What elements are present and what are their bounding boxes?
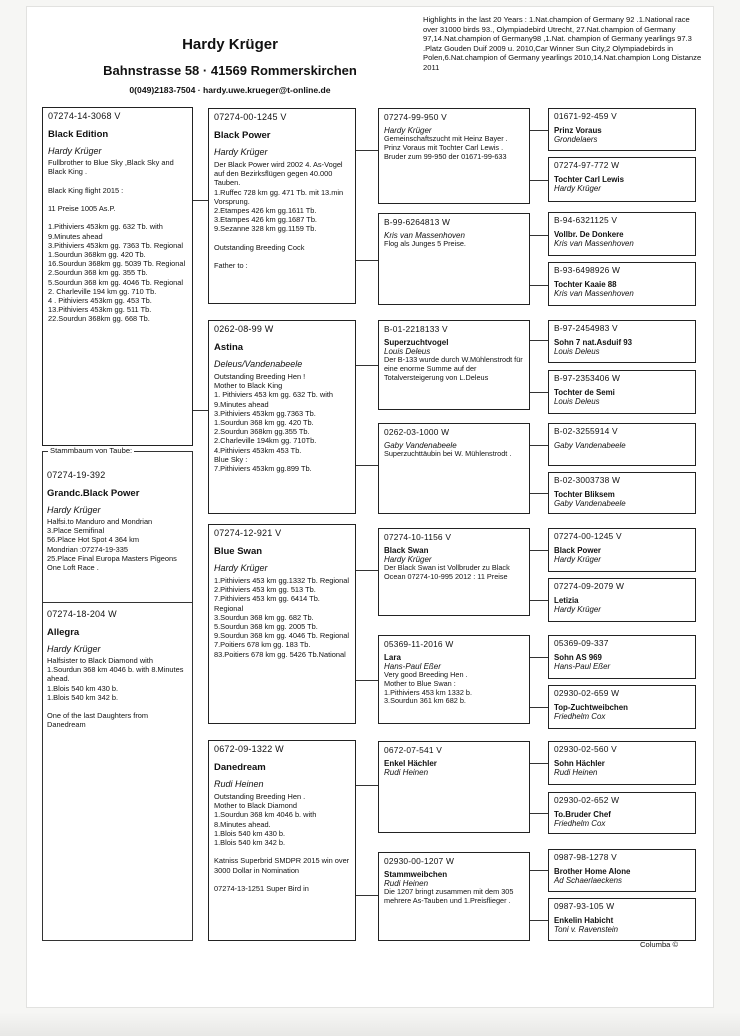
bird-name: Black Swan xyxy=(384,546,429,555)
ring-number: 07274-12-921 V xyxy=(214,528,282,538)
connector-line xyxy=(530,600,548,601)
bird-name: Tochter Carl Lewis xyxy=(554,175,625,184)
bird-name: Astina xyxy=(214,342,244,353)
parent-box xyxy=(208,108,356,304)
ring-number: B-93-6498926 W xyxy=(554,265,621,275)
highlights-text: Highlights in the last 20 Years : 1.Nat.champion of Germany 92 .1.National race over 31000 birds 93., Olympiadebird Utrecht, 27.Nat.champion of Germany 97,14.Nat.champion of Germany98 ,1.Nat. champion of Germany yearlings 97.3 .Platz Gouden Duif 2009 u. 2010,Car Winner Sun City,2 Olympiadebirds in Polen,6.Nat.champion of Germany yearlings 2010,14.Nat.champion Long Distanze 2011 xyxy=(423,15,702,72)
ring-number: 0987-98-1278 V xyxy=(554,852,617,862)
breeder-name: Gaby Vandenabeele xyxy=(384,441,457,450)
connector-line xyxy=(356,465,378,466)
main-bird-box xyxy=(42,107,193,446)
ring-number: B-02-3003738 W xyxy=(554,475,621,485)
connector-line xyxy=(356,785,378,786)
bird-name: Black Power xyxy=(554,546,601,555)
bird-notes: Der Black Power wird 2002 4. As-Vogel auf den Bezirksflügen gegen 40.000 Tauben. 1.Ruffec 728 km gg. 471 Tb. mit 13.min Vorsprung. 2.Etampes 426 km gg.1611 Tb. 3.Etampes 426 km gg.1687 Tb. 9.Sezanne 328 km gg.1159 Tb. Outstanding Breeding Cock Father to : xyxy=(214,160,344,271)
ring-number: 01671-92-459 V xyxy=(554,111,617,121)
bird-notes: Superzuchttäubin bei W. Mühlenstrodt . xyxy=(384,449,512,458)
breeder-name: Rudi Heinen xyxy=(384,879,429,888)
parent-box xyxy=(208,320,356,514)
connector-line xyxy=(530,763,548,764)
ancestor-box xyxy=(548,635,696,679)
bird-notes: Very good Breeding Hen . Mother to Blue Swan : 1.Pithiviers 453 km 1332 b. 3.Sourdun 361 km 682 b. xyxy=(384,670,473,706)
grandparent-box xyxy=(378,108,530,204)
bird-name: Tochter de Semi xyxy=(554,388,615,397)
grandparent-box xyxy=(378,528,530,616)
breeder-name: Hans-Paul Eßer xyxy=(384,662,441,671)
grandparent-box xyxy=(378,213,530,305)
parent-box xyxy=(208,524,356,724)
ancestor-box xyxy=(548,157,696,202)
bird-name: Black Edition xyxy=(48,129,109,140)
ring-number: 07274-00-1245 V xyxy=(554,531,622,541)
ring-number: 07274-09-2079 W xyxy=(554,581,625,591)
connector-line xyxy=(530,180,548,181)
ancestor-box xyxy=(548,212,696,256)
connector-line xyxy=(530,445,548,446)
sibling-divider xyxy=(42,602,193,603)
breeder-name: Hardy Krüger xyxy=(214,563,268,573)
ring-number: 0262-03-1000 W xyxy=(384,427,450,437)
breeder-name: Friedhelm Cox xyxy=(554,819,606,828)
bird-notes: Der B-133 wurde durch W.Mühlenstrodt für eine enorme Summe auf der Totalversteigerung von L.Deleus xyxy=(384,355,523,382)
breeder-name: Louis Deleus xyxy=(554,347,600,356)
connector-line xyxy=(356,895,378,896)
breeder-name: Hardy Krüger xyxy=(384,126,432,135)
breeder-name: Hardy Krüger xyxy=(384,555,432,564)
bird-name: Stammweibchen xyxy=(384,870,448,879)
connector-line xyxy=(530,285,548,286)
connector-line xyxy=(193,200,208,201)
ring-number: 07274-97-772 W xyxy=(554,160,620,170)
breeder-name: Grondelaers xyxy=(554,135,598,144)
ring-number: 07274-99-950 V xyxy=(384,112,447,122)
grandparent-box xyxy=(378,320,530,410)
ancestor-box xyxy=(548,320,696,363)
siblings-legend: Stammbaum von Taube: xyxy=(50,446,133,455)
breeder-name: Hardy Krüger xyxy=(554,605,601,614)
bird-notes: 1.Pithiviers 453 km gg.1332 Tb. Regional 2.Pithiviers 453 km gg. 513 Tb. 7.Pithiviers 453 km gg. 6414 Tb. Regional 3.Sourdun 368 km gg. 682 Tb. 5.Sourdun 368 km gg. 2005 Tb. 9.Sourdun 368 km gg. 4046 Tb. Regional 7.Poitiers 678 km gg. 183 Tb. 83.Poitiers 678 km gg. 5426 Tb.National xyxy=(214,576,350,659)
bird-name: Enkelin Habicht xyxy=(554,916,614,925)
ring-number: 07274-10-1156 V xyxy=(384,532,452,542)
grandparent-box xyxy=(378,741,530,833)
sibling-box xyxy=(42,467,193,597)
ancestor-box xyxy=(548,423,696,466)
connector-line xyxy=(530,235,548,236)
ring-number: 05369-09-337 xyxy=(554,638,609,648)
ring-number: B-02-3255914 V xyxy=(554,426,618,436)
breeder-name: Hans-Paul Eßer xyxy=(554,662,611,671)
ring-number: 0262-08-99 W xyxy=(214,324,274,334)
breeder-name: Kris van Massenhoven xyxy=(384,231,465,240)
ring-number: 07274-14-3068 V xyxy=(48,111,121,121)
bird-name: Brother Home Alone xyxy=(554,867,631,876)
connector-line xyxy=(530,392,548,393)
ancestor-box xyxy=(548,685,696,729)
page-shadow xyxy=(0,1012,740,1036)
connector-line xyxy=(530,493,548,494)
connector-line xyxy=(530,813,548,814)
bird-name: Tochter Kaaie 88 xyxy=(554,280,617,289)
connector-line xyxy=(530,340,548,341)
bird-notes: Fullbrother to Blue Sky ,Black Sky and Black King . Black King flight 2015 : 11 Preise 1005 As.P. 1.Pithiviers 453km gg. 632 Tb. with 9.Minutes ahead 3.Pithiviers 453km gg. 7363 Tb. Regional 1.Sourdun 368km gg. 420 Tb. 16.Sourdun 368km gg. 5039 Tb. Regional 2.Sourdun 368 km gg. 355 Tb. 5.Sourdun 368 km gg. 4046 Tb. Regional 2. Charleville 194 km gg. 710 Tb. 4 . Pithiviers 453km gg. 453 Tb. 13.Pithiviers 453km gg. 511 Tb. 22.Sourdun 368km gg. 668 Tb. xyxy=(48,158,186,324)
breeder-name: Kris van Massenhoven xyxy=(554,239,634,248)
bird-name: Vollbr. De Donkere xyxy=(554,230,624,239)
ancestor-box xyxy=(548,792,696,834)
breeder-name: Rudi Heinen xyxy=(384,768,429,777)
grandparent-box xyxy=(378,423,530,514)
ring-number: B-01-2218133 V xyxy=(384,324,448,334)
breeder-name: Hardy Krüger xyxy=(48,146,102,156)
connector-line xyxy=(356,680,378,681)
bird-notes: Der Black Swan ist Vollbruder zu Black Ocean 07274-10-995 2012 : 11 Preise xyxy=(384,563,510,581)
connector-line xyxy=(530,920,548,921)
breeder-name: Rudi Heinen xyxy=(214,779,264,789)
bird-name: Sohn 7 nat.Asduif 93 xyxy=(554,338,633,347)
breeder-name: Toni v. Ravenstein xyxy=(554,925,619,934)
connector-line xyxy=(356,365,378,366)
bird-notes: Flog als Junges 5 Preise. xyxy=(384,239,466,248)
ancestor-box xyxy=(548,741,696,785)
bird-name: Enkel Hächler xyxy=(384,759,437,768)
connector-line xyxy=(530,657,548,658)
bird-name: Blue Swan xyxy=(214,546,263,557)
footer-credit: Columba © xyxy=(640,940,679,949)
ancestor-box xyxy=(548,370,696,414)
owner-name: Hardy Krüger xyxy=(182,36,278,53)
breeder-name: Louis Deleus xyxy=(554,397,600,406)
ring-number: 02930-00-1207 W xyxy=(384,856,455,866)
ring-number: 0672-07-541 V xyxy=(384,745,443,755)
bird-notes: Gemeinschaftszucht mit Heinz Bayer . Prinz Voraus mit Tochter Carl Lewis . Bruder zum 99-950 der 01671-99-633 xyxy=(384,134,508,161)
ring-number: 07274-00-1245 V xyxy=(214,112,287,122)
grandparent-box xyxy=(378,852,530,941)
connector-line xyxy=(356,570,378,571)
breeder-name: Gaby Vandenabeele xyxy=(554,441,626,450)
connector-line xyxy=(530,550,548,551)
owner-address: Bahnstrasse 58 · 41569 Rommerskirchen xyxy=(103,63,357,78)
ring-number: 02930-02-652 W xyxy=(554,795,620,805)
bird-name: Sohn AS 969 xyxy=(554,653,602,662)
breeder-name: Louis Deleus xyxy=(384,347,431,356)
connector-line xyxy=(356,260,378,261)
bird-name: Black Power xyxy=(214,130,271,141)
breeder-name: Deleus/Vandenabeele xyxy=(214,359,303,369)
bird-name: Grandc.Black Power xyxy=(47,488,140,499)
bird-name: Allegra xyxy=(47,627,80,638)
ancestor-box xyxy=(548,528,696,572)
bird-notes: Outstanding Breeding Hen . Mother to Black Diamond 1.Sourdun 368 km 4046 b. with 8.Minutes ahead. 1.Blois 540 km 430 b. 1.Blois 540 km 342 b. Katniss Superbrid SMDPR 2015 win over 3000 Dollar in Nomination 07274-13-1251 Super Bird in xyxy=(214,792,350,894)
ring-number: 0987-93-105 W xyxy=(554,901,615,911)
ring-number: 05369-11-2016 W xyxy=(384,639,454,649)
grandparent-box xyxy=(378,635,530,724)
breeder-name: Hardy Krüger xyxy=(47,644,101,654)
breeder-name: Gaby Vandenabeele xyxy=(554,499,626,508)
bird-name: Superzuchtvogel xyxy=(384,338,449,347)
connector-line xyxy=(530,130,548,131)
breeder-name: Ad Schaerlaeckens xyxy=(554,876,622,885)
breeder-name: Hardy Krüger xyxy=(554,184,601,193)
ancestor-box xyxy=(548,849,696,892)
bird-name: To.Bruder Chef xyxy=(554,810,611,819)
bird-name: Prinz Voraus xyxy=(554,126,602,135)
bird-notes: Halfsister to Black Diamond with 1.Sourdun 368 km 4046 b. with 8.Minutes ahead. 1.Blois 540 km 430 b. 1.Blois 540 km 342 b. One of the last Daughters from Danedream xyxy=(47,656,184,730)
ring-number: B-94-6321125 V xyxy=(554,215,618,225)
bird-name: Top-Zuchtweibchen xyxy=(554,703,628,712)
breeder-name: Friedhelm Cox xyxy=(554,712,606,721)
sibling-box xyxy=(42,606,193,806)
bird-notes: Die 1207 bringt zusammen mit dem 305 mehrere As-Tauben und 1.Preisflieger . xyxy=(384,887,514,905)
ring-number: 0672-09-1322 W xyxy=(214,744,284,754)
bird-name: Lara xyxy=(384,653,401,662)
ring-number: B-97-2353406 W xyxy=(554,373,621,383)
bird-name: Sohn Hächler xyxy=(554,759,605,768)
breeder-name: Hardy Krüger xyxy=(214,147,268,157)
bird-name: Danedream xyxy=(214,762,266,773)
ring-number: 02930-02-659 W xyxy=(554,688,620,698)
ancestor-box xyxy=(548,578,696,622)
connector-line xyxy=(356,150,378,151)
bird-name: Tochter Bliksem xyxy=(554,490,615,499)
breeder-name: Hardy Krüger xyxy=(47,505,101,515)
parent-box xyxy=(208,740,356,941)
breeder-name: Rudi Heinen xyxy=(554,768,598,777)
connector-line xyxy=(530,870,548,871)
ancestor-box xyxy=(548,108,696,151)
breeder-name: Kris van Massenhoven xyxy=(554,289,634,298)
ring-number: 07274-18-204 W xyxy=(47,609,117,619)
ring-number: B-99-6264813 W xyxy=(384,217,451,227)
connector-line xyxy=(530,707,548,708)
owner-contact: 0(049)2183-7504 · hardy.uwe.krueger@t-online.de xyxy=(129,85,331,95)
breeder-name: Hardy Krüger xyxy=(554,555,601,564)
bird-notes: Halfsi.to Manduro and Mondrian 3.Place Semifinal 56.Place Hot Spot 4 364 km Mondrian :07274-19-335 25.Place Final Europa Masters Pigeons One Loft Race . xyxy=(47,517,177,573)
ancestor-box xyxy=(548,472,696,514)
connector-line xyxy=(193,410,208,411)
ring-number: 07274-19-392 xyxy=(47,470,106,480)
ancestor-box xyxy=(548,898,696,941)
bird-name: Letizia xyxy=(554,596,579,605)
bird-notes: Outstanding Breeding Hen ! Mother to Black King 1. Pithiviers 453 km gg. 632 Tb. with 9.Minutes ahead 3.Pithiviers 453km gg.7363 Tb. 1.Sourdun 368 km gg. 420 Tb. 2.Sourdun 368km gg.355 Tb. 2.Charleville 194km gg. 710Tb. 4.Pithiviers 453km 453 Tb. Blue Sky : 7.Pithiviers 453km gg.899 Tb. xyxy=(214,372,333,474)
ancestor-box xyxy=(548,262,696,306)
ring-number: 02930-02-560 V xyxy=(554,744,617,754)
ring-number: B-97-2454983 V xyxy=(554,323,618,333)
